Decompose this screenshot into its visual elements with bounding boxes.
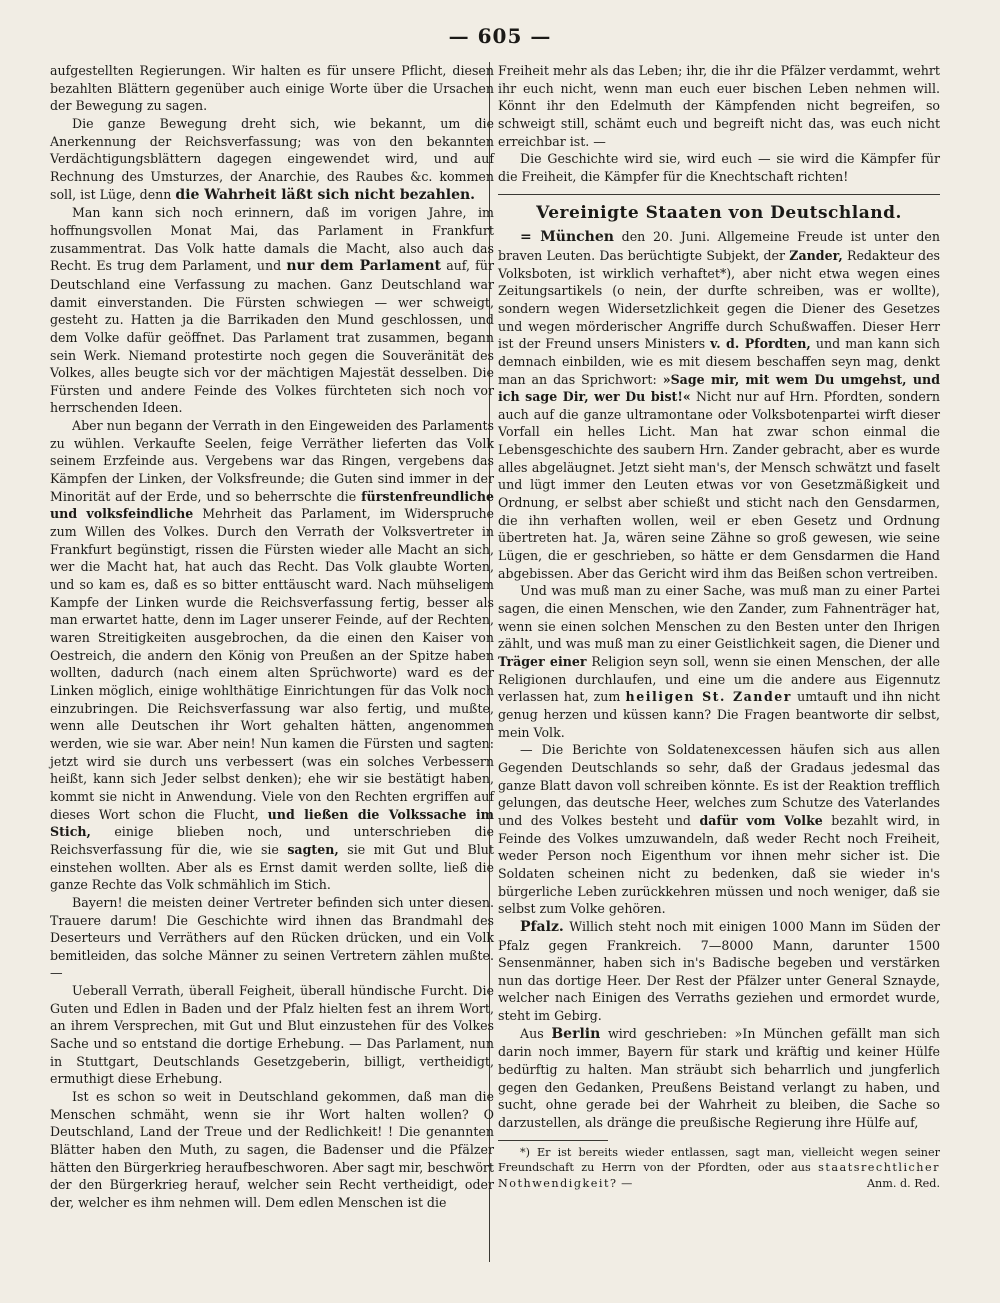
emphasis-text: Träger einer — [498, 654, 587, 669]
section-divider — [498, 194, 940, 195]
text-run: Willich steht noch mit einigen 1000 Mann im Süden der Pfalz gegen Frankreich. 7—8000 Mann, darunter 1500 Sensenmänner, haben sich in's Badische begeben und verstärken nun das dortige Heer. Der Rest der Pfälzer unter General Sznayde, welcher nach Einigen des Verraths geziehen und ermordet wurde, steht im Gebirg. — [498, 918, 940, 1024]
paragraph: Ueberall Verrath, überall Feigheit, überall hündische Furcht. Die Guten und Edlen in Baden und der Pfalz hielten fest an ihrem Wort, an ihrem Versprechen, mit Gut und Blut einzustehen für des Volkes Sache und so entstand die dortige Erhebung. — Das Parlament, nun in Stuttgart, Deutschlands Gesetzgeberin, billigt, vertheidigt, ermuthigt diese Erhebung. — [50, 983, 494, 1087]
paragraph — [50, 417, 494, 894]
paragraph: Die Geschichte wird sie, wird euch — sie wird die Kämpfer für die Freiheit, die Kämpfer für die Knechtschaft richten! — [498, 151, 940, 184]
paragraph: Bayern! die meisten deiner Vertreter befinden sich unter diesen. Trauere darum! Die Geschichte wird ihnen das Brandmahl des Deserteurs und Verräthers auf den Rücken drücken, und ein Volk bemitleiden, das solche Männer zu seinen Vertretern zählen mußte. — — [50, 894, 494, 981]
text-run: Aus — [520, 1025, 544, 1041]
emphasis-text: »Sage mir, mit wem Du umgehst, und ich sage Dir, wer Du bist!« — [498, 371, 941, 405]
emphasis-text: sagten, — [287, 841, 339, 857]
paragraph: aufgestellten Regierungen. Wir halten es für unsere Pflicht, diesen bezahlten Blättern gegenüber auch einige Worte über die Ursachen der Bewegung zu sagen. — [50, 63, 494, 114]
emphasis-text: v. d. Pfordten, — [710, 336, 811, 352]
paragraph — [50, 204, 494, 417]
text-run: wird geschrieben: »In München gefällt man sich darin noch immer, Bayern für stark und kräftig und keiner Hülfe bedürftig zu halten. Man sträubt sich beharrlich und jungferlich gegen den Gedanken, Preußens Beistand verlangt zu haben, und sucht, ohne gerade bei der Wahrheit zu bleiben, die Sache so darzustellen, als dränge die preußische Regierung ihre Hülfe auf, — [498, 1025, 940, 1131]
section-title: Vereinigte Staaten von Deutschland. — [536, 202, 902, 223]
page-number: — 605 — — [448, 24, 552, 48]
text-run: umtauft und ihn nicht genug herzen und küssen kann? Die Fragen beantworte dir selbst, mein Volk. — [498, 689, 940, 740]
emphasis-text: Zander, — [789, 247, 843, 263]
emphasis-text: heiligen St. Zander — [625, 689, 792, 705]
text-run: Aber nun begann der Verrath in den Eingeweiden des Parlaments zu wühlen. Verkaufte Seelen, feige Verräther lieferten das Volk seinem Erzfeinde aus. Vergebens war das Ringen, vergebens das Kämpfen der Linken, der Volksfreunde; die Guten sind immer in der Minorität auf der Erde, und so beherrschte die — [50, 418, 494, 504]
paragraph — [498, 918, 940, 1025]
emphasis-text: staatsrechtlicher Nothwendigkeit? — [498, 1161, 940, 1190]
emphasis-text: die Wahrheit läßt sich nicht bezahlen. — [175, 186, 476, 203]
emphasis-text: dafür vom Volke — [699, 812, 823, 828]
paragraph — [498, 1025, 940, 1132]
text-run: bezahlt wird, in Feinde des Volkes umzuwandeln, daß weder Recht noch Freiheit, weder Person noch Eigenthum vor ihnen mehr sicher ist. Die Soldaten scheinen nicht zu bedenken, daß sie wieder in's bürgerliche Leben zurückkehren müssen und noch weniger, daß sie selbst zum Volke gehören. — [498, 812, 940, 917]
text-run: Religion seyn soll, wenn sie einen Menschen, der alle Religionen durchlaufen, und eine um die andere aus Eigennutz verlassen hat, zum — [498, 654, 940, 705]
text-run: Die ganze Bewegung dreht sich, wie bekannt, um die Anerkennung der Reichsverfassung; was von den bekannten Verdächtigungsblättern dagegen eingewendet wird, und auf Rechnung des Umsturzes, der Anarchie, des Raubes &c. kommen soll, ist Lüge, denn — [50, 115, 494, 202]
text-run: und man kann sich demnach einbilden, wie es mit diesem beschaffen seyn mag, denkt man an das Sprichwort: — [498, 336, 940, 387]
text-run: Mehrheit das Parlament, im Widerspruche zum Willen des Volkes. Durch den Verrath der Volksvertreter in Frankfurt begünstigt, rissen die Fürsten wieder alle Macht an sich, wer die Macht hat, hat auch das Recht. Das Volk glaubte Worten, und so kam es, daß es so bitter enttäuscht ward. Nach mühseligem Kampfe der Linken wurde die Reichsverfassung fertig, besser als man erwartet hatte, denn im Lager unserer Feinde, auf der Rechten, waren Streitigkeiten ausgebrochen, da die einen den Kaiser von Oestreich, die andern den König von Preußen an der Spitze haben wollten, dadurch (nach einem alten Sprüchworte) ward es der Linken möglich, einige wohlthätige Einrichtungen für das Volk noch einzubringen. Die Reichsverfassung war also fertig, und mußte, wenn alle Deutschen ihr Wort gehalten hätten, angenommen werden, wie sie war. Aber nein! Nun kamen die Fürsten und sagten: jetzt wird sie durch uns verbessert (was ein solches Verbessern heißt, kann sich Jeder selbst denken); ehe wir sie bestätigt haben, kommt sie nicht in Anwendung. Viele von den Rechten ergriffen auf dieses Wort schon die Flucht, — [50, 506, 495, 822]
emphasis-text: und ließen die Volkssache im Stich, — [50, 806, 495, 840]
dateline-place: Berlin — [551, 1025, 601, 1042]
dateline-place: Pfalz. — [520, 918, 564, 935]
left-column — [50, 62, 494, 1212]
paragraph — [498, 741, 940, 918]
footnote-divider — [498, 1140, 608, 1141]
emphasis-text: nur dem Parlament — [286, 258, 442, 275]
text-run: *) Er ist bereits wieder entlassen, sagt man, vielleicht wegen seiner Freundschaft zu Herrn von der Pfordten, oder aus — [498, 1145, 940, 1175]
dateline-place: = München — [520, 229, 614, 246]
text-run: Redakteur des Volksboten, ist wirklich verhaftet*), aber nicht etwa wegen eines Zeitungsartikels (o nein, der durfte schreiben, was er wollte), sondern wegen Widersetzlichkeit gegen die Diener des Gesetzes und wegen mörderischer Angriffe durch Schußwaffen. Dieser Herr ist der Freund unsers Ministers — [498, 247, 940, 352]
emphasis-text: fürstenfreundliche und volksfeindliche — [50, 488, 494, 522]
text-run: Nicht nur auf Hrn. Pfordten, sondern auch auf die ganze ultramontane oder Volksbotenpartei wirft dieser Vorfall ein helles Licht. Man hat zwar schon einmal die Lebensgeschichte des saubern Hrn. Zander gebracht, aber es wurde alles abgeläugnet. Jetzt sieht man's, der Mensch schwätzt und faselt und lügt immer den Leuten etwas vor von Gesetzmäßigkeit und Ordnung, er selbst aber schießt und sticht nach den Gensdarmen, die ihn verhaften wollen, weil er eben Gesetz und Ordnung übertreten hat. Ja, wären seine Zähne so groß gewesen, wie seine Lügen, die er geschrieben, so hätte er dem Gensdarmen die Hand abgebissen. Aber das Gericht wird ihm das Beißen schon vertreiben. — [498, 389, 940, 581]
right-column — [498, 62, 940, 1191]
footnote — [498, 1145, 940, 1192]
text-run: auf, für Deutschland eine Verfassung zu machen. Ganz Deutschland war damit einverstanden. Die Fürsten schwiegen — wer schweigt, gesteht zu. Hatten ja die Barrikaden den Mund geschlossen, und dem Volke dafür geöffnet. Das Parlament trat zusammen, begann sein Werk. Niemand protestirte noch gegen die Souveränität des Volkes, alles beugte sich vor der mächtigen Majestät desselben. Die Fürsten und andere Feinde des Volkes fürchteten sich noch vor herrschenden Ideen. — [50, 258, 494, 416]
text-run: einige blieben noch, und unterschrieben die Reichsverfassung für die, wie sie — [50, 824, 494, 857]
footnote-signature: Anm. d. Red. — [866, 1176, 940, 1190]
text-run: — — [621, 1176, 633, 1190]
text-run: — Die Berichte von Soldatenexcessen häufen sich aus allen Gegenden Deutschlands so sehr, daß der Gradaus jedesmal das ganze Blatt davon voll schreiben könnte. Es ist der Reaktion trefflich gelungen, das deutsche Heer, welches zum Schutze des Vaterlandes und des Volkes besteht und — [498, 742, 940, 828]
paragraph: Ist es schon so weit in Deutschland gekommen, daß man die Menschen schmäht, wenn sie ihr Wort halten wollen? O Deutschland, Land der Treue und der Redlichkeit! ! Die genannten Blätter haben den Muth, zu sagen, die Badenser und die Pfälzer hätten den Bürgerkrieg heraufbeschworen. Aber sagt mir, beschwört der den Bürgerkrieg herauf, welcher sein Recht vertheidigt, oder der, welcher es ihm nehmen will. Dem edlen Menschen ist die — [50, 1089, 494, 1210]
paragraph — [50, 115, 494, 204]
text-run: den 20. Juni. Allgemeine Freude ist unter den braven Leuten. Das berüchtigte Subjekt, der — [498, 229, 940, 263]
paragraph — [498, 228, 940, 582]
text-run: sie mit Gut und Blut einstehen wollten. Aber als es Ernst damit werden sollte, ließ die ganze Rechte das Volk schmählich im Stich. — [50, 841, 494, 893]
paragraph: Freiheit mehr als das Leben; ihr, die ihr die Pfälzer verdammt, wehrt ihr euch nicht, wenn man euch euer bischen Leben nehmen will. Könnt ihr den Edelmuth der Kämpfenden nicht begreifen, so schweigt still, schämt euch und begreift nicht das, was euch nicht erreichbar ist. — — [498, 63, 940, 149]
text-run: Man kann sich noch erinnern, daß im vorigen Jahre, im hoffnungsvollen Monat Mai, das Parlament in Frankfurt zusammentrat. Das Volk hatte damals die Macht, also auch das Recht. Es trug dem Parlament, und — [50, 205, 494, 274]
text-run: Und was muß man zu einer Sache, was muß man zu einer Partei sagen, die einen Menschen, wie den Zander, zum Fahnenträger hat, wenn sie einen solchen Menschen zu den Besten unter den Ihrigen zählt, und was muß man zu einer Geistlichkeit sagen, die Diener und — [498, 583, 940, 652]
paragraph — [498, 582, 940, 741]
